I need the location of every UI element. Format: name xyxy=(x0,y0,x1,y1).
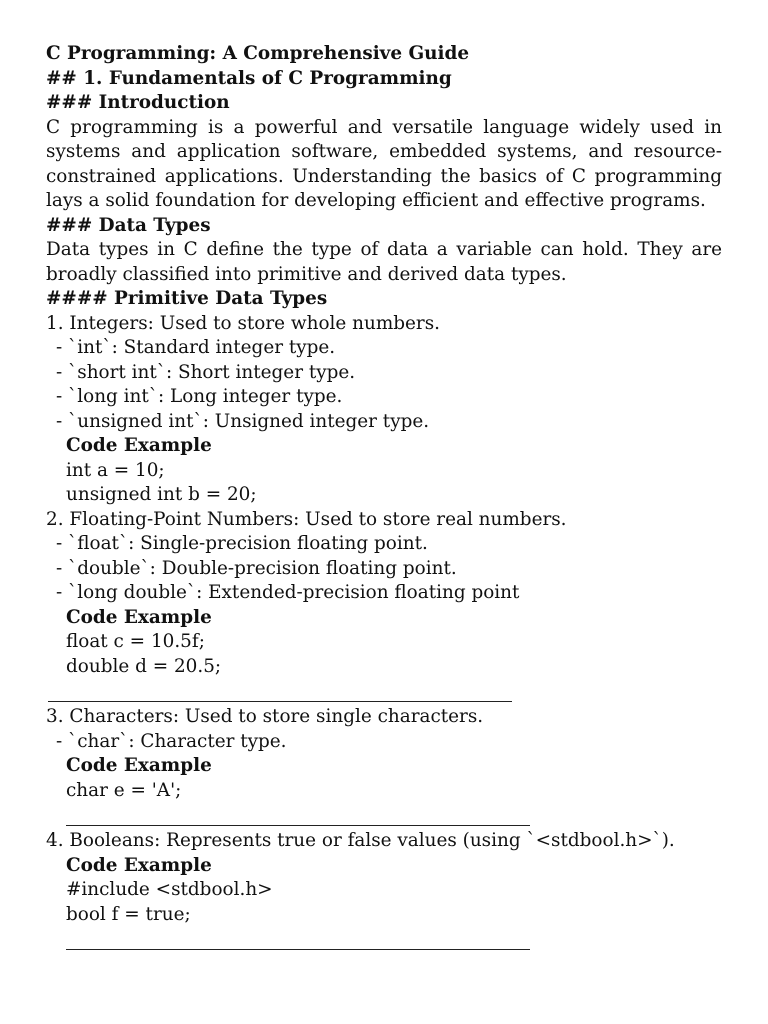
document-title: C Programming: A Comprehensive Guide xyxy=(46,43,470,64)
chars-type-char: - `char`: Character type. xyxy=(56,730,287,752)
bools-item-title: 4. Booleans: Represents true or false values (using `<stdbool.h>`). xyxy=(46,830,675,851)
chars-code-line: char e = 'A'; xyxy=(66,779,182,801)
floats-type-long-double: - `long double`: Extended-precision floating point xyxy=(56,582,520,603)
bools-code-line: bool f = true; xyxy=(66,903,191,925)
introduction-paragraph: C programming is a powerful and versatile language widely used in systems and application software, embedded systems, and resource-constrained applications. Understanding the basics of C programming lays a solid foundation for developing efficient and effective programs. xyxy=(46,116,722,211)
subheading-introduction: ### Introduction xyxy=(46,92,230,113)
integers-type-int: - `int`: Standard integer type. xyxy=(56,337,336,358)
integers-code-line: unsigned int b = 20; xyxy=(66,484,257,505)
integers-type-long-int: - `long int`: Long integer type. xyxy=(56,386,343,407)
subheading-data-types: ### Data Types xyxy=(46,214,211,236)
document-body xyxy=(46,42,722,950)
floats-code-line: float c = 10.5f; xyxy=(66,631,205,652)
floats-type-float: - `float`: Single-precision floating point. xyxy=(56,533,428,554)
horizontal-divider xyxy=(66,927,530,950)
data-types-paragraph: Data types in C define the type of data a variable can hold. They are broadly classified into primitive and derived data types. xyxy=(46,239,722,285)
bools-code-line: #include <stdbool.h> xyxy=(66,879,273,900)
floats-code-line: double d = 20.5; xyxy=(66,655,222,677)
integers-type-unsigned-int: - `unsigned int`: Unsigned integer type. xyxy=(56,410,430,432)
integers-code-line: int a = 10; xyxy=(66,459,165,481)
horizontal-divider xyxy=(48,679,512,702)
floats-item-title: 2. Floating-Point Numbers: Used to store real numbers. xyxy=(46,508,567,530)
integers-type-short-int: - `short int`: Short integer type. xyxy=(56,361,356,383)
integers-code-label: Code Example xyxy=(66,435,212,456)
section-heading-fundamentals: ## 1. Fundamentals of C Programming xyxy=(46,67,452,89)
integers-item-title: 1. Integers: Used to store whole numbers. xyxy=(46,312,440,334)
bools-code-label: Code Example xyxy=(66,854,212,876)
floats-code-label: Code Example xyxy=(66,606,212,628)
chars-item-title: 3. Characters: Used to store single characters. xyxy=(46,706,484,727)
horizontal-divider xyxy=(66,803,530,826)
chars-code-label: Code Example xyxy=(66,755,212,776)
subheading-primitive-data-types: #### Primitive Data Types xyxy=(46,288,328,309)
floats-type-double: - `double`: Double-precision floating point. xyxy=(56,557,457,579)
